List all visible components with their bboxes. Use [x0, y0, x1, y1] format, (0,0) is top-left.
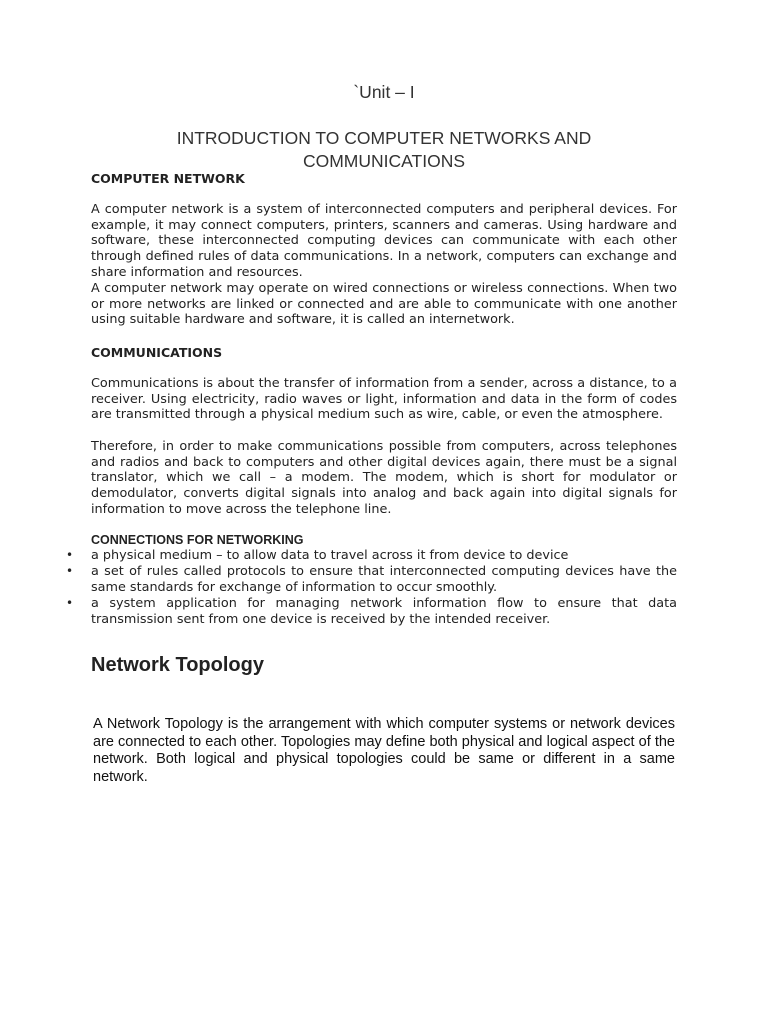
unit-title: `Unit – I — [353, 82, 415, 102]
computer-network-paragraph-1: A computer network is a system of interconnected computers and peripheral devices. For example, it may connect computers, printers, scanners and cameras. Using hardware and software, these interconnected computing devices can communicate with each other through defined rules of data communications. In a network, computers can exchange and share information and resources. — [91, 202, 677, 280]
list-item-text: a set of rules called protocols to ensure that interconnected computing devices have the same standards for exchange of information to occur smoothly. — [91, 564, 677, 595]
network-topology-heading: Network Topology — [91, 654, 264, 676]
communications-paragraph-2: Therefore, in order to make communications possible from computers, across telephones and radios and back to computers and other digital devices again, there must be a signal translator, which we call – a modem. The modem, which is short for modulator or demodulator, converts digital signals into analog and back again into digital signals for information to move across the telephone line. — [91, 439, 677, 517]
main-title: INTRODUCTION TO COMPUTER NETWORKS AND COMMUNICATIONS — [176, 128, 592, 171]
bullet-icon: • — [66, 564, 74, 578]
list-item-text: a physical medium – to allow data to travel across it from device to device — [91, 548, 569, 563]
bullet-icon: • — [66, 596, 74, 610]
list-item-text: a system application for managing network information flow to ensure that data transmission sent from one device is received by the intended receiver. — [91, 596, 677, 627]
list-item — [66, 596, 677, 627]
communications-heading: COMMUNICATIONS — [91, 345, 223, 360]
connections-heading: CONNECTIONS FOR NETWORKING — [91, 533, 304, 547]
computer-network-heading: COMPUTER NETWORK — [91, 171, 245, 186]
list-item — [66, 564, 677, 595]
network-topology-paragraph: A Network Topology is the arrangement with which computer systems or network devices are connected to each other. Topologies may define both physical and logical aspect of the network. Both logical and physical topologies could be same or different in a same network. — [93, 716, 675, 786]
bullet-icon: • — [66, 548, 74, 562]
communications-paragraph-1: Communications is about the transfer of information from a sender, across a distance, to a receiver. Using electricity, radio waves or light, information and data in the form of codes are transmitted through a physical medium such as wire, cable, or even the atmosphere. — [91, 376, 677, 423]
computer-network-paragraph-2: A computer network may operate on wired connections or wireless connections. When two or more networks are linked or connected and are able to communicate with one another using suitable hardware and software, it is called an internetwork. — [91, 281, 677, 328]
list-item — [66, 548, 677, 564]
